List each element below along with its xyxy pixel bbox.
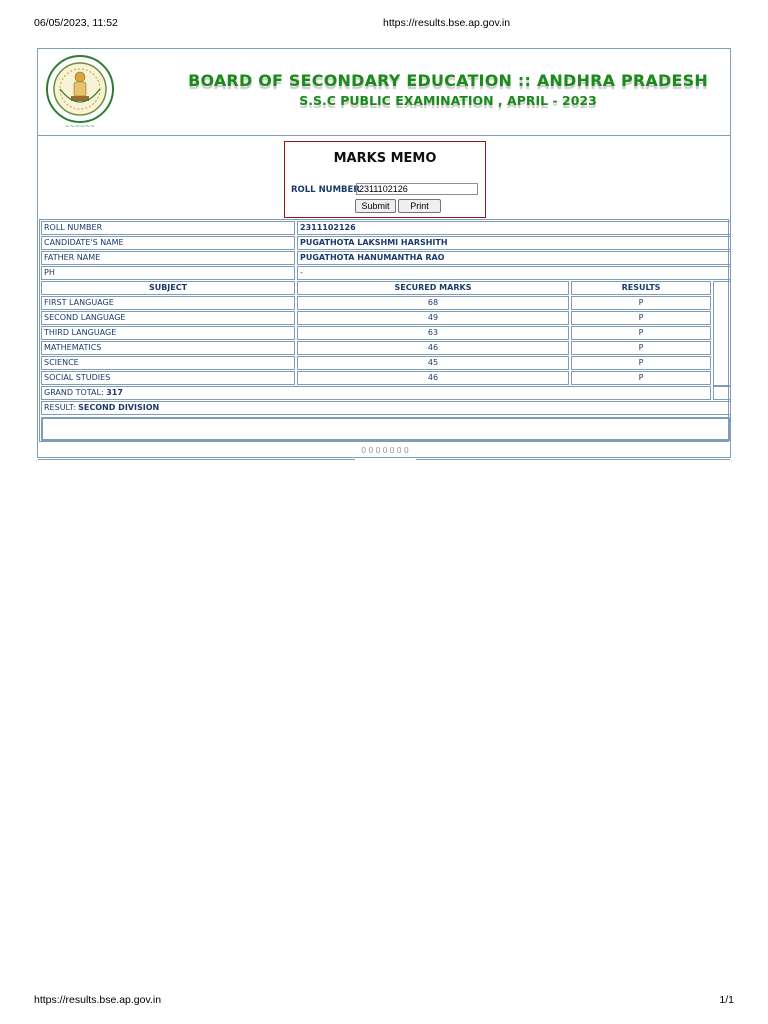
ph-label: PH bbox=[41, 266, 295, 280]
table-row: THIRD LANGUAGE bbox=[41, 326, 295, 340]
table-row: FIRST LANGUAGE bbox=[41, 296, 295, 310]
marks-cell: 46 bbox=[297, 371, 569, 385]
results-table bbox=[39, 219, 729, 442]
table-row: SCIENCE bbox=[41, 356, 295, 370]
marks-cell: 63 bbox=[297, 326, 569, 340]
result-label: RESULT: bbox=[44, 403, 76, 412]
andhra-pradesh-emblem-icon bbox=[42, 53, 118, 131]
memo-title: MARKS MEMO bbox=[333, 151, 437, 166]
results-page-frame bbox=[37, 48, 731, 458]
result-cell: P bbox=[571, 326, 711, 340]
candidate-name-label: CANDIDATE'S NAME bbox=[41, 236, 295, 250]
grand-total-side-cell bbox=[713, 386, 731, 400]
marks-cell: 45 bbox=[297, 356, 569, 370]
result-cell: P bbox=[571, 311, 711, 325]
print-button[interactable]: Print bbox=[398, 199, 441, 213]
page-number: 1/1 bbox=[719, 994, 734, 1006]
father-name-value: PUGATHOTA HANUMANTHA RAO bbox=[297, 251, 731, 265]
svg-text:~~~~~~: ~~~~~~ bbox=[64, 123, 96, 130]
roll-number-value: 2311102126 bbox=[297, 221, 731, 235]
result-cell: P bbox=[571, 296, 711, 310]
grand-total-row bbox=[41, 386, 711, 400]
marks-memo-form bbox=[284, 141, 486, 218]
results-header: RESULTS bbox=[571, 281, 711, 295]
secured-marks-header: SECURED MARKS bbox=[297, 281, 569, 295]
result-cell: P bbox=[571, 341, 711, 355]
grand-total-value: 317 bbox=[106, 388, 123, 397]
marks-cell: 49 bbox=[297, 311, 569, 325]
pager-line-left bbox=[38, 459, 355, 460]
table-row: SOCIAL STUDIES bbox=[41, 371, 295, 385]
result-cell: P bbox=[571, 356, 711, 370]
roll-number-input[interactable]: 2311102126 bbox=[356, 183, 478, 195]
footer-url: https://results.bse.ap.gov.in bbox=[34, 994, 162, 1006]
marks-cell: 68 bbox=[297, 296, 569, 310]
pager-line-right bbox=[416, 459, 730, 460]
subject-header: SUBJECT bbox=[41, 281, 295, 295]
result-value: SECOND DIVISION bbox=[78, 403, 160, 412]
page-title: BOARD OF SECONDARY EDUCATION :: ANDHRA PRADESH bbox=[188, 71, 708, 90]
results-side-column bbox=[713, 281, 731, 386]
grand-total-label: GRAND TOTAL: bbox=[44, 388, 104, 397]
marks-cell: 46 bbox=[297, 341, 569, 355]
father-name-label: FATHER NAME bbox=[41, 251, 295, 265]
banner bbox=[38, 49, 730, 136]
result-row bbox=[41, 401, 731, 415]
pager-dots[interactable]: 0000000 bbox=[361, 446, 411, 455]
table-row: SECOND LANGUAGE bbox=[41, 311, 295, 325]
ph-value: - bbox=[297, 266, 731, 280]
candidate-name-value: PUGATHOTA LAKSHMI HARSHITH bbox=[297, 236, 731, 250]
table-row: MATHEMATICS bbox=[41, 341, 295, 355]
result-cell: P bbox=[571, 371, 711, 385]
roll-number-label-cell: ROLL NUMBER bbox=[41, 221, 295, 235]
submit-button[interactable]: Submit bbox=[355, 199, 396, 213]
page-subtitle: S.S.C PUBLIC EXAMINATION , APRIL - 2023 bbox=[299, 93, 597, 108]
empty-footer-cell bbox=[41, 417, 731, 441]
roll-number-label: ROLL NUMBER bbox=[291, 185, 360, 195]
print-url: https://results.bse.ap.gov.in bbox=[383, 17, 511, 29]
print-datetime: 06/05/2023, 11:52 bbox=[34, 17, 118, 29]
